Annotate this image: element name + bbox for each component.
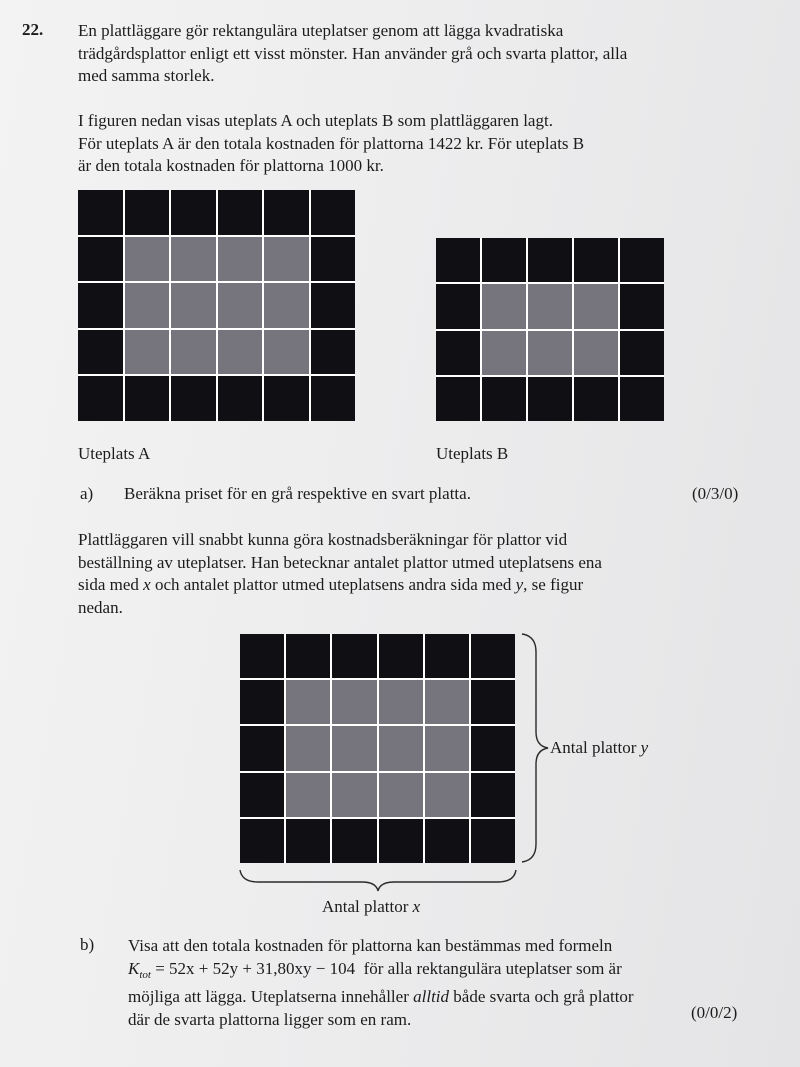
gray-tile [218,237,263,282]
black-tile [471,726,515,770]
question-b-points: (0/0/2) [691,1003,738,1022]
notation-line: nedan. [78,597,123,617]
black-tile [240,680,284,724]
black-tile [78,283,123,328]
gray-tile [286,773,330,817]
gray-tile [379,773,423,817]
black-tile [574,377,618,421]
black-tile [311,283,356,328]
black-tile [436,238,480,282]
black-tile [171,376,216,421]
x-label-text: Antal plattor [322,897,413,916]
figure-intro-line: För uteplats A är den totala kostnaden för plattorna 1422 kr. För uteplats B [78,133,585,153]
gray-tile [171,283,216,328]
intro-line: med samma storlek. [78,66,215,85]
x-label-variable: x [412,897,421,916]
gray-tile [125,283,170,328]
patio-a-label: Uteplats A [78,444,151,463]
question-b-text [128,935,728,1031]
black-tile [528,377,572,421]
black-tile [240,773,284,817]
gray-tile [379,726,423,770]
black-tile [425,819,469,863]
gray-tile [332,726,376,770]
variable-x: x [143,575,151,594]
figure-intro-paragraph [78,110,758,178]
patio-b-label: Uteplats B [436,444,509,463]
black-tile [78,330,123,375]
notation-text: , se figur [523,575,584,594]
question-b-text: möjliga att lägga. Uteplatserna innehåller [128,987,414,1006]
black-tile [482,377,526,421]
black-tile [264,190,309,235]
black-tile [471,773,515,817]
notation-text: sida med [78,575,144,594]
general-tile-grid [240,634,515,863]
black-tile [332,819,376,863]
black-tile [436,331,480,375]
gray-tile [528,284,572,328]
figure-intro-line: I figuren nedan visas uteplats A och uteplats B som plattläggaren lagt. [78,111,553,130]
black-tile [436,284,480,328]
problem-number: 22. [22,20,44,39]
gray-tile [425,726,469,770]
question-b-line [128,986,728,1009]
variable-y: y [515,575,524,594]
gray-tile [332,680,376,724]
gray-tile [264,330,309,375]
y-label-variable: y [640,738,649,757]
x-axis-label [322,897,420,917]
gray-tile [528,331,572,375]
notation-line: Plattläggaren vill snabbt kunna göra kostnadsberäkningar för plattor vid [78,530,568,549]
black-tile [218,190,263,235]
gray-tile [264,283,309,328]
black-tile [471,680,515,724]
question-b-text-rest: för alla rektangulära uteplatser som är [363,958,622,978]
black-tile [436,377,480,421]
question-a-letter: a) [80,484,94,503]
black-tile [311,330,356,375]
formula-k: K [128,958,140,978]
gray-tile [425,680,469,724]
notation-text: och antalet plattor utmed uteplatsens andra sida med [150,575,516,594]
black-tile [240,819,284,863]
black-tile [528,238,572,282]
gray-tile [332,773,376,817]
notation-paragraph [78,529,718,619]
black-tile [240,726,284,770]
gray-tile [482,331,526,375]
black-tile [379,634,423,678]
gray-tile [171,237,216,282]
figure-intro-line: är den totala kostnaden för plattorna 1000 kr. [78,156,384,175]
black-tile [218,376,263,421]
black-tile [620,331,664,375]
question-a-points: (0/3/0) [692,484,739,503]
y-label-text: Antal plattor [550,738,641,757]
black-tile [264,376,309,421]
black-tile [379,819,423,863]
gray-tile [425,773,469,817]
formula-rhs: = 52x + 52y + 31,80xy − 104 [150,958,356,978]
black-tile [574,238,618,282]
black-tile [620,377,664,421]
black-tile [240,634,284,678]
black-tile [620,284,664,328]
gray-tile [286,680,330,724]
gray-tile [171,330,216,375]
black-tile [471,634,515,678]
black-tile [286,819,330,863]
black-tile [125,376,170,421]
patio-b-tile-grid [436,238,664,421]
question-b-line [128,958,728,987]
gray-tile [125,237,170,282]
intro-line: trädgårdsplattor enligt ett visst mönster. Han använder grå och svarta plattor, alla [78,43,628,63]
gray-tile [482,284,526,328]
cost-formula [128,958,356,981]
notation-line [78,574,718,597]
black-tile [171,190,216,235]
question-a-text: Beräkna priset för en grå respektive en svart platta. [124,484,471,503]
black-tile [620,238,664,282]
gray-tile [125,330,170,375]
question-b-text: både svarta och grå plattor [449,987,634,1006]
black-tile [286,634,330,678]
black-tile [471,819,515,863]
gray-tile [286,726,330,770]
intro-paragraph [78,20,758,88]
black-tile [311,237,356,282]
gray-tile [218,283,263,328]
emphasis-always: alltid [413,987,450,1006]
notation-line: beställning av uteplatser. Han betecknar antalet plattor utmed uteplatsens ena [78,552,602,572]
gray-tile [574,284,618,328]
black-tile [425,634,469,678]
black-tile [332,634,376,678]
patio-a-tile-grid [78,190,355,421]
gray-tile [574,331,618,375]
y-axis-label [550,738,648,758]
black-tile [311,376,356,421]
gray-tile [379,680,423,724]
black-tile [78,190,123,235]
black-tile [482,238,526,282]
question-b-line: där de svarta plattorna ligger som en ram. [128,1009,412,1029]
x-brace [238,866,518,892]
black-tile [78,376,123,421]
formula-subscript: tot [139,968,151,981]
black-tile [78,237,123,282]
y-brace [518,632,550,864]
black-tile [125,190,170,235]
question-b-letter: b) [80,935,95,954]
gray-tile [264,237,309,282]
gray-tile [218,330,263,375]
intro-line: En plattläggare gör rektangulära uteplatser genom att lägga kvadratiska [78,21,564,40]
question-b-line: Visa att den totala kostnaden för plattorna kan bestämmas med formeln [128,936,613,955]
black-tile [311,190,356,235]
